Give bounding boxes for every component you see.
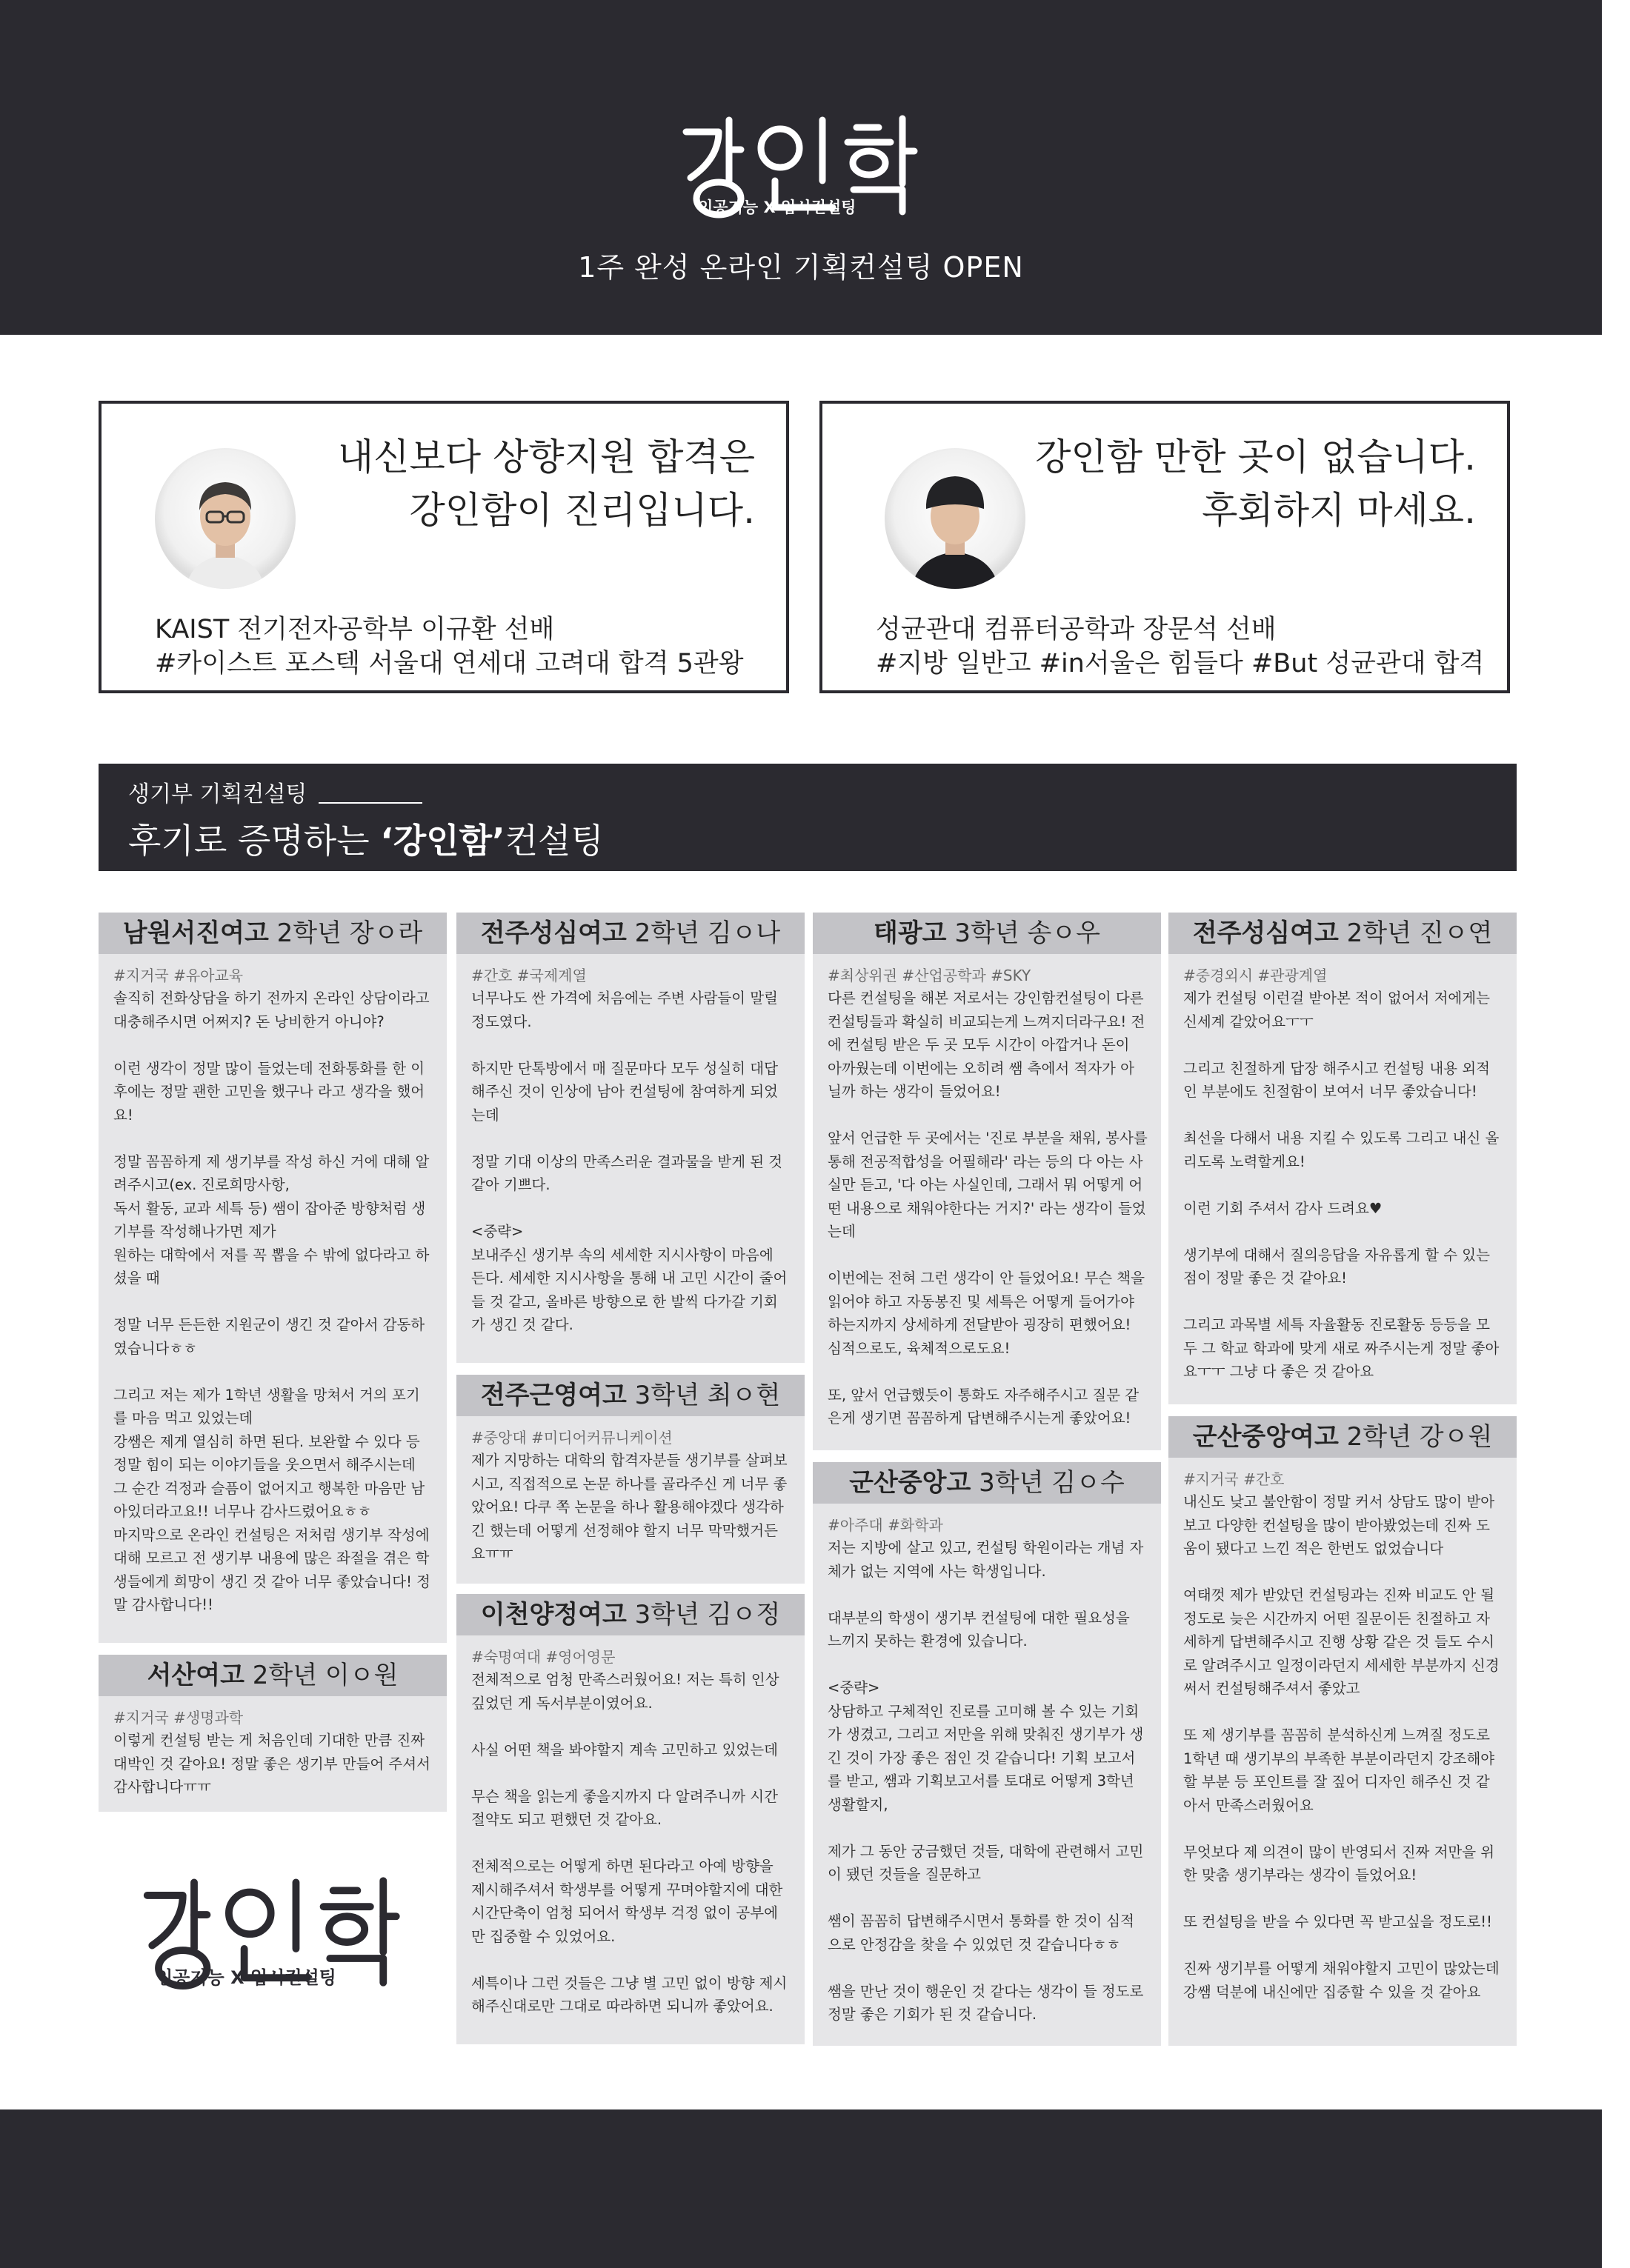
person-icon <box>885 448 1025 589</box>
review-card-header <box>813 1462 1161 1504</box>
review-school: 군산중앙여고 <box>1192 1422 1339 1452</box>
review-card <box>1168 1416 1517 2046</box>
quote-line: 후회하지 마세요. <box>1202 489 1476 532</box>
banner-subtitle <box>128 776 422 808</box>
review-tags: #중앙대 #미디어커뮤니케이션 <box>471 1429 673 1447</box>
testimonial-quote-1 <box>338 430 755 537</box>
review-card <box>1168 913 1517 1404</box>
review-text: 솔직히 전화상담을 하기 전까지 온라인 상담이라고 대충해주시면 어쩌지? 돈 낭비한거 아니야? 이런 생각이 정말 많이 들었는데 전화통화를 한 이후에는 정말 괜한 고민을 했구나 라고 생각을 했어요! 정말 꼼꼼하게 제 생기부를 작성 하신 거에 대해 알려주시고(ex. 진로희망사항, 독서 활동, 교과 세특 등) 쌤이 잡아준 방향처럼 생기부를 작성해나가면 제가 원하는 대학에서 저를 꼭 뽑을 수 밖에 없다라고 하셨을 때 정말 너무 든든한 지원군이 생긴 것 같아서 감동하였습니다ㅎㅎ 그리고 저는 제가 1학년 생활을 망쳐서 거의 포기를 마음 먹고 있었는데 강쌤은 제게 열심히 하면 된다. 보완할 수 있다 등 정말 힘이 되는 이야기들을 웃으면서 해주시는데 그 순간 걱정과 슬픔이 없어지고 행복한 마음만 남아있더라고요!! 너무나 감사드렸어요ㅎㅎ 마지막으로 온라인 컨설팅은 저처럼 생기부 작성에 대해 모르고 전 생기부 내용에 많은 좌절을 겪은 학생들에게 희망이 생긴 것 같아 너무 좋았습니다! 정말 감사합니다!! <box>113 990 430 1613</box>
banner-title-bold: ‘강인함’ <box>380 821 505 861</box>
review-text: 제가 컨설팅 이런걸 받아본 적이 없어서 저에게는 신세계 같았어요ㅜㅜ 그리고 친절하게 답장 해주시고 컨설팅 내용 외적인 부분에도 친절함이 보여서 너무 좋았습니다! 최선을 다해서 내용 지킬 수 있도록 그리고 내신 올리도록 노력할게요! 이런 기회 주셔서 감사 드려요♥ 생기부에 대해서 질의응답을 자유롭게 할 수 있는 점이 정말 좋은 것 같아요! 그리고 과목별 세특 자율활동 진로활동 등등을 모두 그 학교 학과에 맞게 새로 짜주시는게 정말 좋아요ㅜㅜ 그냥 다 좋은 것 같아요 <box>1183 990 1500 1380</box>
review-school: 서산여고 <box>147 1661 245 1690</box>
senior-name: 성균관대 컴퓨터공학과 장문석 선배 <box>876 615 1277 644</box>
review-grade-name: 3학년 김ㅇ수 <box>971 1468 1125 1498</box>
review-card-body <box>99 954 447 1630</box>
review-tags: #간호 #국제계열 <box>471 967 587 984</box>
avatar-2 <box>885 448 1025 589</box>
review-tags: #아주대 #화학과 <box>828 1516 943 1534</box>
review-card-body <box>1168 954 1517 1397</box>
avatar-1 <box>155 448 296 589</box>
banner-title <box>128 814 604 863</box>
review-grade-name: 2학년 진ㅇ연 <box>1338 918 1493 948</box>
review-card-header <box>456 913 805 954</box>
quote-line: 강인함 만한 곳이 없습니다. <box>1035 436 1476 478</box>
review-card-body <box>813 1504 1161 2040</box>
banner-title-post: 컨설팅 <box>505 821 604 861</box>
open-title: 1주 완성 온라인 기획컨설팅 OPEN <box>578 251 1024 284</box>
review-grade-name: 3학년 김ㅇ정 <box>626 1600 781 1630</box>
review-card <box>813 913 1161 1450</box>
review-school: 전주성심여고 <box>480 918 627 948</box>
review-card <box>813 1462 1161 2046</box>
review-tags: #최상위권 #산업공학과 #SKY <box>828 967 1031 984</box>
testimonial-card-2 <box>819 401 1510 693</box>
review-text: 내신도 낮고 불안함이 정말 커서 상담도 많이 받아보고 다양한 컨설팅을 많이 받아봤었는데 진짜 도움이 됐다고 느낀 적은 한번도 없었습니다 여태껏 제가 받았던 컨설팅과는 진짜 비교도 안 될 정도로 늦은 시간까지 어떤 질문이든 친절하고 자세하게 답변해주시고 진행 상황 같은 것 들도 수시로 알려주시고 일정이라던지 세세한 부분까지 신경써서 컨설팅해주셔서 좋았고 또 제 생기부를 꼼꼼히 분석하신게 느껴질 정도로 1학년 때 생기부의 부족한 부분이라던지 강조해야할 부분 등 포인트를 잘 짚어 디자인 해주신 것 같아서 만족스러웠어요 무엇보다 제 의견이 많이 반영되서 진짜 저만을 위한 맞춤 생기부라는 생각이 들었어요! 또 컨설팅을 받을 수 있다면 꼭 받고싶을 정도로!! 진짜 생기부를 어떻게 채워야할지 고민이 많았는데 강쌤 덕분에 내신에만 집중할 수 있을 것 같아요 <box>1183 1493 1500 2001</box>
banner-subtitle-text: 생기부 기획컨설팅 <box>128 781 307 807</box>
review-text: 제가 지망하는 대학의 합격자분들 생기부를 살펴보시고, 직접적으로 논문 하나를 골라주신 게 너무 좋았어요! 다쿠 쪽 논문을 하나 활용해야겠다 생각하긴 했는데 어떻게 선정해야 할지 너무 막막했거든요ㅠㅠ <box>471 1452 788 1562</box>
review-card-header <box>1168 1416 1517 1458</box>
review-tags: #지거국 #유아교육 <box>113 967 244 984</box>
review-school: 이천양정여고 <box>480 1600 627 1630</box>
testimonial-meta-2 <box>876 613 1484 681</box>
review-card-body <box>813 954 1161 1444</box>
review-card-body <box>456 1635 805 2032</box>
review-tags: #지거국 #간호 <box>1183 1470 1285 1488</box>
review-card <box>99 913 447 1643</box>
senior-name: KAIST 전기전자공학부 이규환 선배 <box>155 615 555 644</box>
senior-tags: #지방 일반고 #in서울은 힘들다 #But 성균관대 합격 <box>876 649 1485 678</box>
review-card <box>456 1375 805 1584</box>
logo-subtitle-header: 인공지능 X 입시컨설팅 <box>698 199 856 216</box>
review-card-header <box>99 913 447 954</box>
banner-underline <box>319 802 422 804</box>
testimonial-meta-1 <box>155 613 744 681</box>
review-card-header <box>99 1655 447 1696</box>
header <box>0 0 1602 335</box>
review-text: 전체적으로 엄청 만족스러웠어요! 저는 특히 인상 깊었던 게 독서부분이였어요. 사실 어떤 책을 봐야할지 계속 고민하고 있었는데 무슨 책을 읽는게 좋을지까지 다 알려주니까 시간절약도 되고 편했던 것 같아요. 전체적으로는 어떻게 하면 된다라고 아예 방향을 제시해주셔서 학생부를 어떻게 꾸며야할지에 대한 시간단축이 엄청 되어서 학생부 걱정 없이 공부에만 집중할 수 있었어요. 세특이나 그런 것들은 그냥 별 고민 없이 방향 제시해주신대로만 그대로 따라하면 되니까 좋았어요. <box>471 1671 788 2015</box>
review-school: 전주근영여고 <box>480 1381 627 1410</box>
review-card <box>456 913 805 1363</box>
review-tags: #지거국 #생명과학 <box>113 1709 244 1727</box>
review-card-header <box>456 1594 805 1635</box>
review-text: 저는 지방에 살고 있고, 컨설팅 학원이라는 개념 자체가 없는 지역에 사는 학생입니다. 대부분의 학생이 생기부 컨설팅에 대한 필요성을 느끼지 못하는 환경에 있습니다. <중략> 상담하고 구체적인 진로를 고미해 볼 수 있는 기회가 생겼고, 그리고 저만을 위해 맞춰진 생기부가 생긴 것이 가장 좋은 점인 것 같습니다! 기획 보고서를 받고, 쌤과 기획보고서를 토대로 어떻게 3학년 생활할지, 제가 그 동안 궁금했던 것들, 대학에 관련해서 고민이 됐던 것들을 질문하고 쌤이 꼼꼼히 답변해주시면서 통화를 한 것이 심적으로 안정감을 찾을 수 있었던 것 같습니다ㅎㅎ 쌤을 만난 것이 행운인 것 같다는 생각이 들 정도로 정말 좋은 기회가 된 것 같습니다. <box>828 1539 1144 2023</box>
review-grade-name: 2학년 이ㅇ원 <box>244 1661 399 1690</box>
review-text: 다른 컨설팅을 해본 저로서는 강인함컨설팅이 다른 컨설팅들과 확실히 비교되는게 느껴지더라구요! 전에 컨설팅 받은 두 곳 모두 시간이 아깝거나 돈이 아까웠는데 이번에는 오히려 쌤 측에서 적자가 아닐까 하는 생각이 들었어요! 앞서 언급한 두 곳에서는 '진로 부분을 채워, 봉사를 통해 전공적합성을 어필해라' 라는 등의 다 아는 사실만 듣고, '다 아는 사실인데, 그래서 뭐 어떻게 어떤 내용으로 채워야한다는 거지?' 라는 생각이 들었는데 이번에는 전혀 그런 생각이 안 들었어요! 무슨 책을 읽어야 하고 자동봉진 및 세특은 어떻게 들어가야하는지까지 상세하게 전달받아 굉장히 편했어요! 심적으로도, 육체적으로도요! 또, 앞서 언급했듯이 통화도 자주해주시고 질문 같은게 생기면 꼼꼼하게 답변해주시는게 좋았어요! <box>828 990 1148 1427</box>
review-text: 이렇게 컨설팅 받는 게 처음인데 기대한 만큼 진짜 대박인 것 같아요! 정말 좋은 생기부 만들어 주셔서 감사합니다ㅠㅠ <box>113 1732 436 1795</box>
review-tags: #숙명여대 #영어영문 <box>471 1648 616 1666</box>
review-grade-name: 2학년 장ㅇ라 <box>268 918 423 948</box>
banner-title-pre: 후기로 증명하는 <box>128 821 381 861</box>
review-tags: #중경외시 #관광계열 <box>1183 967 1328 984</box>
footer-band <box>0 2109 1602 2268</box>
review-card-header <box>1168 913 1517 954</box>
review-grade-name: 3학년 송ㅇ우 <box>946 918 1100 948</box>
quote-line: 내신보다 상향지원 합격은 <box>337 436 755 478</box>
person-icon <box>155 448 296 589</box>
section-banner <box>99 764 1517 871</box>
senior-tags: #카이스트 포스텍 서울대 연세대 고려대 합격 5관왕 <box>155 649 744 678</box>
review-school: 군산중앙고 <box>849 1468 971 1498</box>
review-school: 남원서진여고 <box>122 918 269 948</box>
testimonial-card-1 <box>99 401 789 693</box>
review-card-body <box>1168 1458 1517 2017</box>
review-card <box>456 1594 805 2044</box>
review-card-body <box>456 1416 805 1579</box>
review-card-body <box>456 954 805 1350</box>
quote-line: 강인함이 진리입니다. <box>409 489 755 532</box>
review-grade-name: 2학년 강ㅇ원 <box>1338 1422 1493 1452</box>
review-card-header <box>813 913 1161 954</box>
review-grade-name: 2학년 김ㅇ나 <box>626 918 781 948</box>
review-grade-name: 3학년 최ㅇ현 <box>626 1381 781 1410</box>
review-school: 태광고 <box>873 918 947 948</box>
logo-subtitle-bottom: 인공지능 X 입시컨설팅 <box>156 1967 336 1988</box>
review-card-header <box>456 1375 805 1416</box>
review-card <box>99 1655 447 1812</box>
review-card-body <box>99 1696 447 1812</box>
right-margin-strip <box>1602 0 1630 2268</box>
review-text: 너무나도 싼 가격에 처음에는 주변 사람들이 말릴 정도였다. 하지만 단톡방에서 매 질문마다 모두 성실히 대답해주신 것이 인상에 남아 컨설팅에 참여하게 되었는데 정말 기대 이상의 만족스러운 결과물을 받게 된 것 같아 기쁘다. <중략> 보내주신 생기부 속의 세세한 지시사항이 마음에 든다. 세세한 지시사항을 통해 내 고민 시간이 줄어들 것 같고, 올바른 방향으로 한 발씩 다가갈 기회가 생긴 것 같다. <box>471 990 788 1333</box>
review-school: 전주성심여고 <box>1192 918 1339 948</box>
testimonial-quote-2 <box>1035 430 1476 537</box>
